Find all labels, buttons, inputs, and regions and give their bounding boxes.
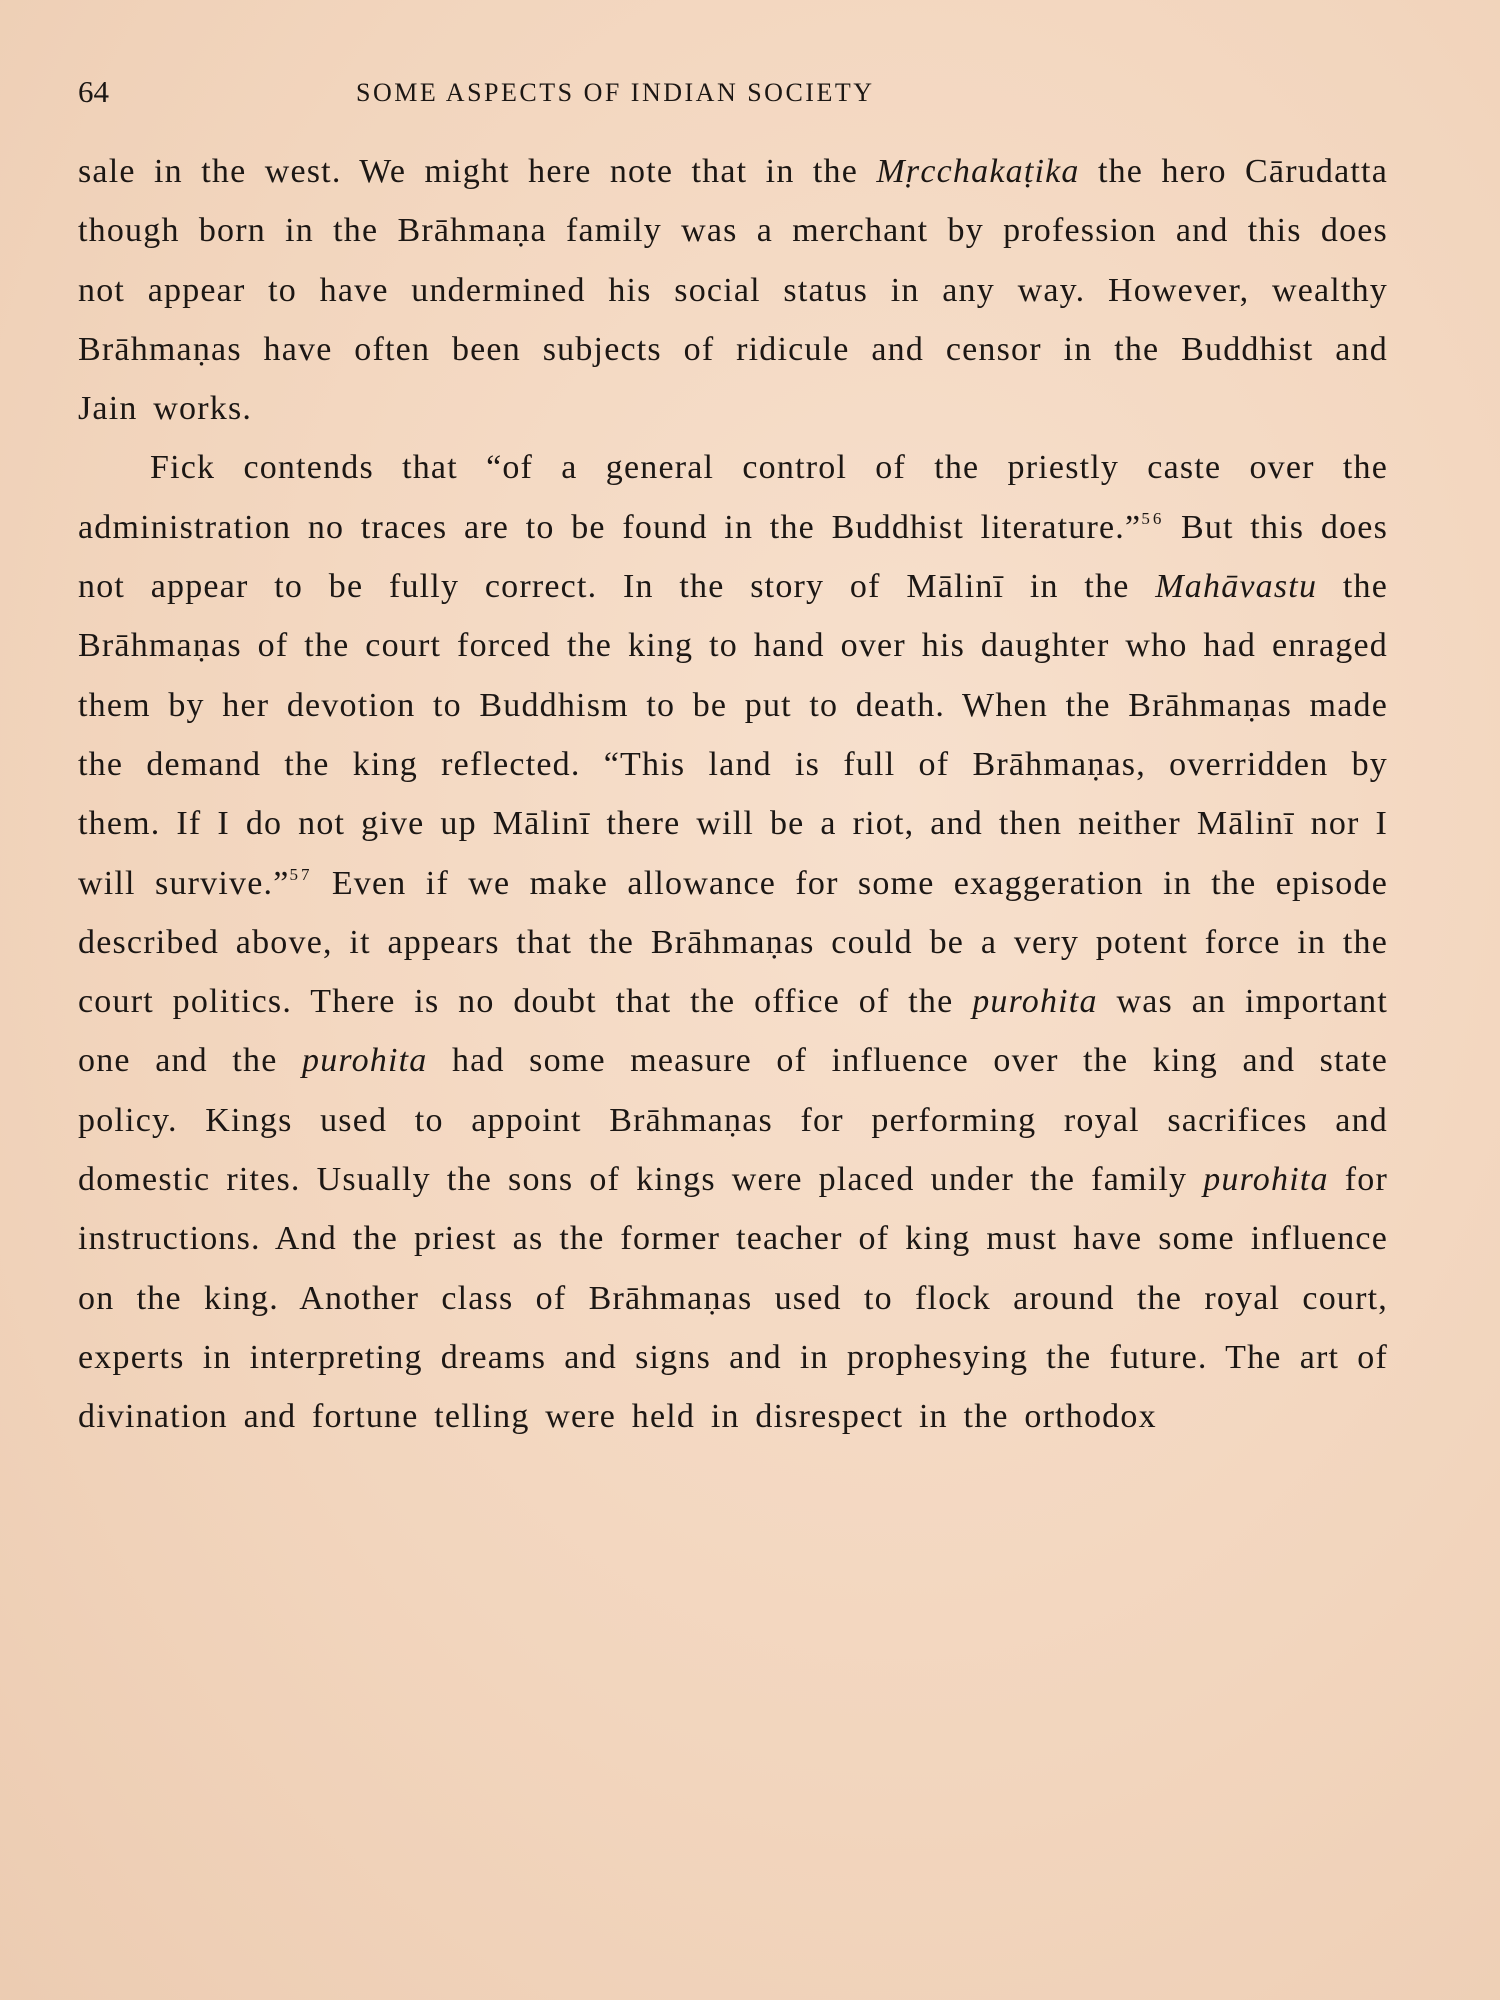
text-run: Even if we make allowance for some exaggeration in the episode described above, it appears that the Brāhmaṇas could be a very potent force in the court politics. There is no doubt that the office of the bbox=[78, 864, 1388, 1021]
text-run: had some measure of influence over the king and state policy. Kings used to appoint Brāhmaṇas for performing royal sacrifices and domestic rites. Usually the sons of kings were placed under the family bbox=[78, 1042, 1388, 1199]
italic-term: purohita bbox=[302, 1042, 428, 1080]
italic-term: Mṛcchakaṭika bbox=[876, 153, 1080, 190]
text-run: But this does not appear to be fully correct. In the story of Mālinī in the bbox=[78, 508, 1388, 606]
running-title: SOME ASPECTS OF INDIAN SOCIETY bbox=[356, 78, 875, 107]
text-run: sale in the west. We might here note that in the bbox=[78, 153, 877, 190]
text-run: the Brāhmaṇas of the court forced the king to hand over his daughter who had enraged them by her devotion to Buddhism to be put to death. When the Brāhmaṇas made the demand the king reflected. “This land is full of Brāhmaṇas, overridden by them. If I do not give up Mālinī there will be a riot, and then neither Mālinī nor I will survive.” bbox=[78, 568, 1388, 902]
text-run: for instructions. And the priest as the former teacher of king must have some influence on the king. Another class of Brāhmaṇas used to flock around the royal court, experts in interpreting dreams and signs and in prophesying the future. The art of divination and fortune telling were held in disrespect in the orthodox bbox=[78, 1161, 1388, 1436]
body-text bbox=[78, 142, 1388, 1447]
italic-term: purohita bbox=[1203, 1161, 1329, 1199]
footnote-ref: 56 bbox=[1141, 508, 1165, 528]
italic-term: purohita bbox=[972, 983, 1098, 1021]
paragraph-2 bbox=[78, 438, 1388, 1446]
running-head bbox=[78, 62, 1398, 122]
page-number: 64 bbox=[78, 74, 109, 109]
paragraph-1 bbox=[78, 142, 1388, 438]
book-page bbox=[78, 62, 1398, 1447]
text-run: the hero Cārudatta though born in the Brāhmaṇa family was a merchant by profession and this does not appear to have undermined his social status in any way. However, wealthy Brāhmaṇas have often been subjects of ridicule and censor in the Buddhist and Jain works. bbox=[78, 153, 1388, 428]
footnote-ref: 57 bbox=[289, 864, 313, 884]
text-run: was an important one and the bbox=[78, 983, 1388, 1080]
italic-term: Mahāvastu bbox=[1155, 568, 1318, 606]
text-run: Fick contends that “of a general control of the priestly caste over the administration no traces are to be found in the Buddhist literature.” bbox=[78, 449, 1388, 546]
